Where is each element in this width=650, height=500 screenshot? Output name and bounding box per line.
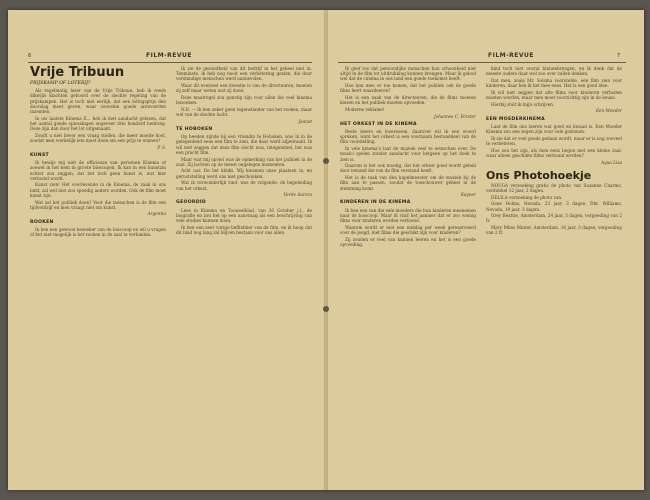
left-column-2 bbox=[176, 66, 312, 476]
paragraph: Daarom is het ook noodig, dat het orkest goed wordt geleid door iemand die van de film verstand heeft. bbox=[340, 163, 476, 174]
paragraph: Hoe zou het zijn, als men eens begon met een kleine zaal, waar alleen geschikte films vertoond werden? bbox=[486, 147, 622, 158]
signature: Een Moeder bbox=[595, 108, 622, 114]
paragraph: N.B. — Ik ben zeker geen tegenstander van het rooken, maar wel van de slechte lucht. bbox=[176, 106, 312, 118]
paragraph: kind toch niet overal binnenbrengen, en ik denk dat de meeste ouders daar wel zoo over zullen denken. bbox=[486, 66, 622, 77]
right-column-1 bbox=[340, 66, 476, 476]
paragraph: Dat men, zoals Mr. Solsma voorstelde, een film zien voor kinderen, daar ben ik het mee eens. Het is een goed idee. bbox=[486, 77, 622, 89]
article-heading: KINDEREN IN DE KINEMA bbox=[340, 200, 411, 206]
paragraph: Ik geef toe dat persoonlijke menschen hun schoonheid niet altijd in de film tot uitdrukking kunnen brengen. Maar ik geloof wel dat de cinema in ons land een goede toekomst heeft. bbox=[340, 66, 476, 82]
article-subheading: PRIJSKAMP OF LOTERIJ? bbox=[30, 81, 91, 86]
right-page bbox=[326, 10, 644, 490]
paragraph: Ik ben een zeer vurige liefhebber van de film, en ik hoop dat dit blad nog lang zal blijven bestaan voor ons allen. bbox=[176, 224, 312, 235]
page-number: 6 bbox=[28, 53, 32, 59]
paragraph: Ik bewijs mij niet de officieuze van personen Kinema of zoowel in het hem in groote bioscopen. Ik kan in een kunstzin echter zou zeggen, dat het toch geen kunst is, wat hier vertoond wordt. bbox=[30, 160, 166, 181]
right-column-2 bbox=[486, 66, 622, 476]
paragraph: Waar dit evenwel een kwestie is van de directeuren, moeten zij zelf maar weten wat zij doen. bbox=[176, 83, 312, 94]
paragraph: Ik wil niet zeggen dat alle films voor kinderen verboden moeten worden, maar men moet voorzichtig zijn in de keuze. bbox=[486, 89, 622, 101]
paragraph: Ik zie de gezondheid van dit bedrijf in het geheel niet in. Tenminste, ik heb nog nooit een verbetering gezien, die door verstandige menschen werd aanbevolen. bbox=[176, 66, 312, 82]
paragraph: Hoe kan men er toe komen, dat het publiek ook de goede films leert waardeeren? bbox=[340, 83, 476, 94]
magazine-title: FILM-REVUE bbox=[488, 52, 534, 59]
signature: Johannes C. Förster bbox=[434, 113, 476, 119]
article-heading: HET ORKEST IN DE KINEMA bbox=[340, 121, 417, 127]
paragraph: Maar wat mij opviel was de opmerking van het publiek in de zaal. Zij lachten op de meest ongelegen momenten. bbox=[176, 156, 312, 167]
paragraph: Lees in Kinema en Tooneelblad, van 30 October j.l., de biografie en zou het op een aanvraag als een beschrijving van vele studies kunnen doen. bbox=[176, 207, 312, 224]
paragraph: Moderne reklame! bbox=[345, 106, 385, 112]
magazine-spread bbox=[8, 10, 644, 490]
signature: Kayner bbox=[460, 192, 476, 198]
signature: Verde Aurora bbox=[283, 192, 312, 198]
left-page bbox=[8, 10, 326, 490]
paragraph: Zij zouden er veel van kunnen leeren en het is een goede opvoeding. bbox=[340, 236, 476, 247]
page-header bbox=[338, 52, 626, 63]
paragraph: Laat de film ons leeren wat goed en kwaad is. Een Moeder Kinema zou een zegen zijn voor vele gezinnen. bbox=[486, 123, 622, 135]
paragraph: Het is de taak van den kapelmeester om de muziek bij de film aan te passen, zoodat de toeschouwer geheel in de stemming komt. bbox=[340, 175, 476, 191]
paragraph: Acht uur. De bel klinkt. Wij kwamen onze plaatsen in, en geruststelling werd ons niet geschonken. bbox=[176, 168, 312, 179]
paragraph: Ik ben een van die vele moeders die hun kinderen meenemen naar de bioscoop. Maar ik vind het jammer dat er zoo weinig films voor kinderen worden vertoond. bbox=[340, 207, 476, 224]
paragraph: Ik zie dat er veel goeds gedaan wordt, maar er is nog zooveel te verbeteren. bbox=[486, 135, 622, 146]
paragraph: NOUGA verzoeking gratis de photo van Suzanne Charms, verdubbel 12 jaar, 2 dagen. bbox=[486, 182, 622, 193]
paragraph: Zoudt u niet liever een vraag stellen, die meer moeite kost, zoodat men werkelijk iets moet doen om een prijs te winnen? bbox=[30, 132, 166, 144]
paragraph: Op heeden zijnde bij een vriendin te Hoboken, was ik in de gelegenheid eens een film te zien, die daar werd afgedraaid. Ik wil niet zeggen dat deze film slecht was, integendeel, het was een pracht film. bbox=[176, 134, 312, 155]
section-heading: Ons Photohoekje bbox=[486, 168, 592, 182]
paragraph: Gene Holms, Nevada, 23 jaar, 3 dagen. Dhr. Williams, Nevada, 19 jaar, 3 dagen. bbox=[486, 201, 622, 212]
paragraph: Beste lezers en lezeressen, daarover wil ik een woord spreken, want het orkest is een voornaam bestanddeel van de film voorstelling. bbox=[340, 129, 476, 145]
paragraph: Mary Miles Minter, Amsterdam, 16 jaar, 3 dagen, vergoeding van 2 fr. bbox=[486, 225, 622, 236]
paragraph: In vele kinema's laat de muziek veel te wenschen over. De musici spelen zonder aandacht voor hetgeen op het doek te zien is. bbox=[340, 146, 476, 162]
paragraph: Wat ik verwonderlijk vind, was de volgende: de begeleiding van het orkest. bbox=[176, 180, 312, 191]
signature: Argentia bbox=[147, 211, 166, 217]
article-heading: GEOORDID bbox=[176, 200, 206, 206]
article-heading: EEN MOEDERKINEMA bbox=[486, 116, 546, 122]
left-column-1 bbox=[30, 66, 166, 476]
paragraph: Het is een zaak van de directeuren, die de films moeten kiezen en het publiek moeten opvoeden. bbox=[340, 95, 476, 106]
paragraph: Wat zal het publiek doen? Voor die menschen is de film een tijdverdrijf en men vraagt niet om kunst. bbox=[30, 199, 166, 210]
paragraph: DELILA verzoeking de photo van. bbox=[491, 194, 563, 200]
signature: P. S. bbox=[157, 144, 166, 150]
paragraph: Ik ben een gewoon bezoeker van de bioscoop en wil u vragen of het niet mogelijk is het rooken in de zaal te verbieden. bbox=[30, 226, 166, 238]
paragraph: In uw laatste Kinema E... heb ik met aandacht gelezen, dat het aantal goede oplossingen ongeveer drie honderd bedroeg. Deze zijn dan door het lot uitgemaakt. bbox=[30, 115, 166, 132]
paragraph: Kunst zien! Het overlevende in de Kinema, de zaak in ons land, zal wel niet zoo spoedig anders worden. Ook de film moet kunst zijn. bbox=[30, 182, 166, 198]
article-heading: KUNST bbox=[30, 152, 49, 158]
magazine-title: FILM-REVUE bbox=[146, 52, 192, 59]
page-header bbox=[28, 52, 312, 63]
paragraph: Als regelmatig lezer van de Vrije Tribuun, heb ik reeds dikwijls klachten gehoord over de slechte regeling van de prijskampen. Het is toch niet eerlijk, dat een lotingsprijs den doorslag moet geven, waar zoovelen goede antwoorden inzenden. bbox=[30, 88, 166, 115]
paragraph: Deze maatregel zou gunstig zijn voor allen die veel kinema bezoeken. bbox=[176, 95, 312, 106]
section-heading: Vrije Tribuun bbox=[30, 66, 125, 80]
paragraph: Grey Beattie, Amsterdam, 24 jaar, 3 dagen, vergoeding van 2 fr. bbox=[486, 213, 622, 224]
page-number: 7 bbox=[616, 53, 620, 59]
paragraph: Waarom wordt er niet een middag per week gereserveerd voor de jeugd, met films die geschikt zijn voor kinderen? bbox=[340, 224, 476, 235]
signature: Jeanet bbox=[298, 118, 312, 124]
paragraph: Hierbij sluit ik mijn schrijven. bbox=[491, 101, 555, 107]
article-heading: TE HOBOKEN bbox=[176, 127, 213, 133]
article-heading: ROOKEN bbox=[30, 219, 54, 225]
signature: Aqua Lisa bbox=[601, 159, 622, 165]
